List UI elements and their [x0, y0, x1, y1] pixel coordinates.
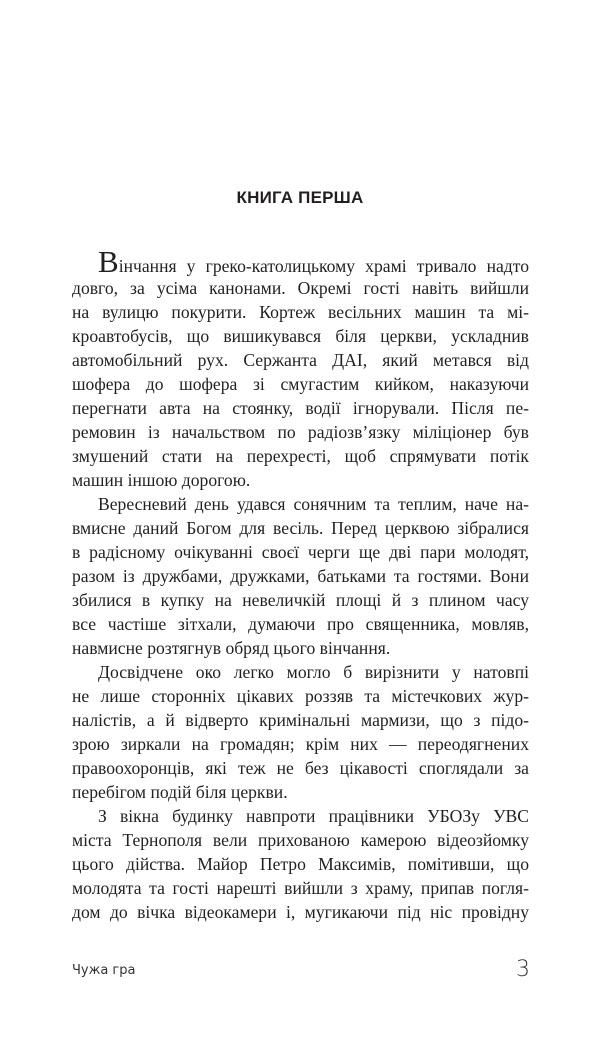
text-line: молодята та гості нарешті вийшли з храму, припав погля-	[72, 878, 529, 898]
text-line: зрою зиркали на громадян; крім них — переодягнених	[72, 734, 529, 754]
text-line: міста Тернополя вели прихованою камерою відеозйомку	[72, 830, 529, 850]
text-line: не лише сторонніх цікавих роззяв та містечкових жур-	[72, 686, 529, 706]
text-line: довго, за усіма канонами. Окремі гості навіть вийшли	[72, 278, 529, 298]
text-line: в радісному очікуванні своєї черги ще дві пари молодят,	[72, 542, 529, 562]
text-line: Досвідчене око легко могло б вирізнити у натовпі	[98, 662, 529, 682]
page-number: 3	[516, 957, 530, 982]
text-line: збилися в купку на невеличкій площі й з плином часу	[72, 590, 529, 610]
chapter-title: КНИГА ПЕРША	[236, 188, 364, 207]
text-line: машин іншою дорогою.	[72, 470, 251, 490]
text-line: автомобільний рух. Сержанта ДАІ, який метався від	[72, 350, 529, 370]
text-line: вмисне даний Богом для весіль. Перед церквою зібралися	[72, 518, 529, 538]
drop-cap: В	[98, 244, 119, 279]
text-line: цього дійства. Майор Петро Максимів, помітивши, що	[72, 854, 529, 874]
text-line: кроавтобусів, що вишикувався біля церкви, ускладнив	[72, 326, 529, 346]
text-line: все частіше зітхали, думаючи про священника, мовляв,	[72, 614, 529, 634]
text-line-rest: інчання у греко-католицькому храмі тривало надто	[118, 256, 529, 276]
text-line: на вулицю покурити. Кортеж весільних машин та мі-	[72, 302, 529, 322]
text-line: налістів, а й відверто кримінальні мармизи, що з підо-	[72, 710, 529, 730]
text-line: правоохоронців, які теж не без цікавості споглядали за	[72, 758, 529, 778]
text-line: ремовин із начальством по радіозв’язку міліціонер був	[72, 422, 529, 442]
text-line: навмисне розтягнув обряд цього вінчання.	[72, 638, 391, 658]
body-text	[72, 244, 529, 924]
text-line: дом до вічка відеокамери і, мугикаючи під ніс провідну	[72, 902, 529, 922]
text-line: Вересневий день удався сонячним та теплим, наче на-	[98, 494, 529, 514]
text-line: перебігом подій біля церкви.	[72, 782, 288, 802]
text-line: шофера до шофера зі смугастим кийком, наказуючи	[72, 374, 529, 394]
text-line	[72, 244, 529, 279]
text-line: перегнати авта на стоянку, водії ігнорували. Після пе-	[72, 398, 529, 418]
text-line: змушений стати на перехресті, щоб спрямувати потік	[72, 446, 529, 466]
text-line: З вікна будинку навпроти працівники УБОЗу УВС	[98, 806, 529, 826]
running-footer-title: Чужа гра	[72, 963, 136, 978]
text-line: разом із дружбами, дружками, батьками та гостями. Вони	[72, 566, 529, 586]
